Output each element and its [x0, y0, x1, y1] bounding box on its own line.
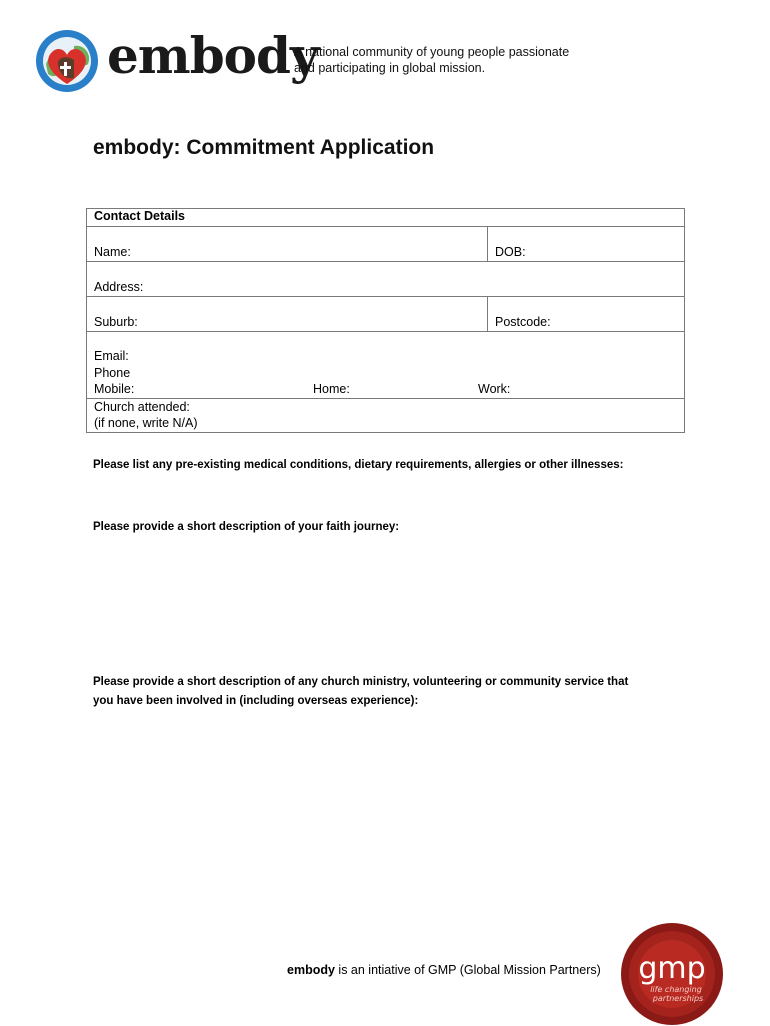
phone-email-field[interactable] [87, 332, 685, 399]
svg-text:life changing: life changing [650, 985, 702, 994]
mobile-label: Mobile: [94, 382, 135, 396]
embody-wordmark: embody [107, 26, 319, 85]
address-field[interactable]: Address: [87, 262, 685, 297]
gmp-logo [620, 922, 724, 1026]
medical-question: Please list any pre-existing medical conditions, dietary requirements, allergies or other illnesses: [93, 459, 624, 471]
dob-field[interactable]: DOB: [488, 227, 685, 262]
email-label: Email: [94, 349, 129, 363]
footer-text: embody is an intiative of GMP (Global Mission Partners) [287, 963, 601, 977]
church-label: Church attended: [94, 399, 190, 414]
home-label: Home: [313, 382, 350, 396]
contact-details-heading: Contact Details [87, 209, 685, 227]
embody-globe-heart-logo [34, 28, 100, 94]
contact-details-table [86, 208, 685, 433]
postcode-field[interactable]: Postcode: [488, 297, 685, 332]
church-attended-field[interactable] [87, 398, 685, 432]
page-title: embody: Commitment Application [93, 136, 435, 159]
tagline: A national community of young people passionate and participating in global mission. [294, 45, 570, 75]
church-note: (if none, write N/A) [94, 416, 198, 430]
phone-label: Phone [94, 365, 131, 380]
svg-text:partnerships: partnerships [652, 994, 704, 1003]
svg-text:gmp: gmp [638, 951, 706, 986]
ministry-question: Please provide a short description of any church ministry, volunteering or community service that you have been involved in (including overseas experience): [93, 676, 629, 707]
faith-journey-question: Please provide a short description of your faith journey: [93, 521, 400, 533]
name-field[interactable]: Name: [87, 227, 488, 262]
suburb-field[interactable]: Suburb: [87, 297, 488, 332]
work-label: Work: [478, 382, 511, 396]
